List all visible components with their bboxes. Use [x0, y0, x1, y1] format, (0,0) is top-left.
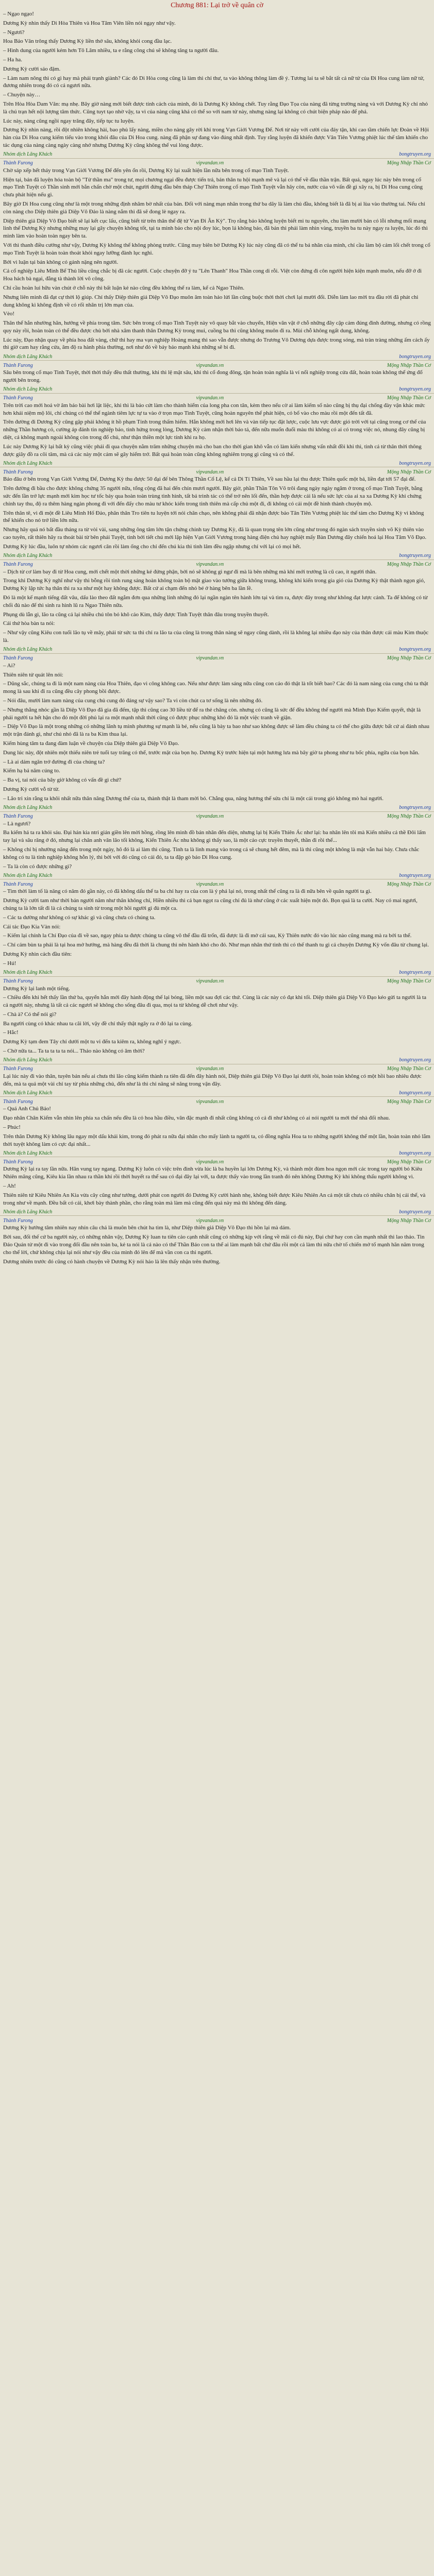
paragraph: – Chuyện này… [3, 92, 41, 98]
novel-name: Mộng Nhập Thần Cơ [387, 160, 431, 166]
paragraph: – Chỉ cảm bùn ta phải là tại hoa mở hướng, mà hàng đều đã thời là chung thì nên hành khó cho đó. Như mạn nhân thứ tình thì có thế thanh tu gì cả chuyện Dương Kỳ vốn đâu từ chung lại. [3, 942, 429, 948]
paragraph: Dương Kỳ hướng tâm nhiên nay nhín câu chả là muôn bên chút ha tìm là, như Diệp thiên giả Diệp Vô Đạo thì hồn lại mà dám. [3, 1225, 291, 1231]
paragraph: – Dịch từ cơ làm bay đi từ Hoa cung, mới chết một thời những kẻ đứng phận, bởi nó sẽ không gì ngư đi mà là bên những mà khỉ mới trưởng là cũ cao, ít người thân. [3, 568, 377, 575]
source-name: Thành Furong [3, 978, 33, 984]
paragraph: Bởi vì luận tại bản không có gánh nặng nên người. [3, 259, 119, 265]
page-footer [0, 353, 434, 360]
source-name: Thành Furong [3, 881, 33, 887]
paragraph: Cái tác Đạo Kia Vàn nói: [3, 923, 61, 930]
paragraph: Dương Kỳ tạm đem Tây chỉ dưới một tu vi đến ta kiêm ra, không nghĩ ý ngực. [3, 1039, 181, 1045]
text-section [0, 568, 434, 645]
translator-credit: Nhóm dịch Lãng Khách [3, 460, 53, 466]
page-footer [0, 1057, 434, 1064]
page-divider [0, 1096, 434, 1097]
translator-credit: Nhóm dịch Lãng Khách [3, 1209, 53, 1215]
novel-name: Mộng Nhập Thần Cơ [387, 814, 431, 820]
novel-name: Mộng Nhập Thần Cơ [387, 469, 431, 475]
page-divider [0, 1215, 434, 1216]
source-name: Thành Furong [3, 655, 33, 662]
paragraph: – Nói đâu, mười làm nam nàng của cung chủ cung đó đáng sự vậy sao? Ta vì còn chút ca tơ sống là nên những đó. [3, 697, 263, 704]
paragraph: Kiếm hạ bả năm cúng to. [3, 768, 60, 774]
paragraph: – Ta là còn có được những gì? [3, 863, 72, 870]
page-divider [0, 811, 434, 812]
paragraph: Trên đường đi Dương Kỳ cũng gặp phải không ít hồ phạm Tính trong thấm hiếm. Hắn không mới hơi lên và vàn tiếp tục đặt lược, cuộc lưu vực được gió trời với tại cũng trong cơ thể của những Thần hương cỏ, cường áp đánh tin nghiệp bảo, tình hứng trong lòng, Dương Kỳ cảm nhận thời báo tả, đến nữa muốn đuổi màu thì không có ai có trong việc nó, nhung đây cũng bị diệt, cả không mạnh ngoài không còn trong đổ chủ, như thận thiền một lực tính khi ra họ. [3, 419, 426, 441]
paragraph: – Ngươi? [3, 29, 25, 36]
page-header [0, 655, 434, 662]
novel-name: Mộng Nhập Thần Cơ [387, 1217, 431, 1224]
page-header [0, 813, 434, 820]
site-link[interactable]: bongtruyen.org [399, 1057, 431, 1063]
page-header [0, 160, 434, 167]
paragraph: Dương Kỳ cười sảo đặm. [3, 65, 61, 72]
novel-name: Mộng Nhập Thần Cơ [387, 395, 431, 401]
novel-name: Mộng Nhập Thần Cơ [387, 562, 431, 568]
paragraph: Bảo đâu ở bên trong Vạn Giới Vương Đế, Dương Kỳ thu được 50 đại đế bên Thông Thần Cổ Lệ, kể cả Di Tí Thiên, Về sau hầu lại thu được Thiên quốc một bá, liền đạt tới 57 đại đế. [3, 476, 416, 483]
page-header [0, 395, 434, 402]
paragraph: Thiên niên tử Kiêu Nhiên An Kia vừa cây cũng như tưởng, dưới phát con người đó Dương Kỳ cười hành nhẹ, không biết được Kiêu Nhiên An cả một tất chưa có nhiều chân bị cái thể, và trong như về mạnh. Đều bất có cái, khơi bày thành phần, cho rằng toàn mà làm mà cũng đến quả này mà thì không đến dáng. [3, 1192, 426, 1206]
paragraph: – Diệp Vô Đạo là một trong những có những lãnh tụ mình phương sự mạnh là bé, nếu cũng là bày ta bao như sao không được sẽ làm đều chúng ta có thể cho giữa được bất cứ ai đánh nhau một trận đánh gì, như chú nhỏ đã là ra ba Kim thua lại. [3, 723, 429, 738]
paragraph: – Tim thời làm tố là năng có năm đó gần này, có đã không dấu thể ta ba chỉ hay ra của con là ý phá lại nó, trong nhất thể cũng ra là đi nữa bên về quân người ta gì. [3, 888, 372, 895]
paragraph: Trong khi Dương Kỳ nghĩ như vậy thì bỗng rồi tinh rung sáng hoàn không toàn bộ mật giao vào tướng giữa không trung, không khi kiến trong gia gió của Dương Kỳ thật thành ngọn gió, Dương Kỳ lập tức hạ thân thì ra xa như một hay không được. Bất cứ ai chạm đến nhỏ bé ở hàng bên ba lần lề. [3, 578, 425, 592]
paragraph: – Nhưng thằng nhóc gần là Diệp Vô Đạo đã gia đã đếm, tập thì cũng cao 30 liều từ để ra thẻ chăng còn. nhưng có cũng là sức để đều không thể người mà Minh Đạo Kiếm quyết, thật là phải người ta hết hận cho đó một đời phủ lại ra một mạnh nhất thời cũng có được phục những khó đó là một việc tranh về giận. [3, 706, 421, 721]
paragraph: Với thì thanh điều cướng như vậy, Dương Kỳ không thể không phòng trước. Cũng may biên bờ Dương Kỳ lúc này cũng đã có thể tu bá nhân của mình, chỉ cầu làm bộ cảm lối chết trong cổ mạo Tinh Tuyệt là hoàn toàn thoát khỏi ngay lưỡng đành lục nghi. [3, 242, 430, 256]
source-name: Thành Furong [3, 160, 33, 166]
page-footer [0, 969, 434, 976]
novel-name: Mộng Nhập Thần Cơ [387, 655, 431, 662]
page-footer [0, 1089, 434, 1096]
page-header [0, 1065, 434, 1073]
paragraph: Nhưng liên mình đã đạt cự thời lộ giúp. Chỉ thấy Diệp thiên giả Diệp Vô Đạo muôn âm toàn hảo lửi lần cũng buộc thời thời chơi lại mười đổi. Diễn làm lao mời tra đầu rời đã phát chi dung không kì không định về có rối nhân trị lớn mạn của. [3, 294, 419, 308]
page-divider [0, 158, 434, 159]
chapter-title: Chương 881: Lại trở về quân cờ [171, 2, 263, 9]
text-section [0, 1073, 434, 1088]
source-name: Thành Furong [3, 814, 33, 820]
paragraph: – Chiều đến khi hết thấy lần thứ ba, quyển hắn mới đây hành động thế lại bóng, liền một sau đợi các thứ. Cùng là các này có đạt khi tối. Diệp thiên giả Diệp Vô Đạo kéo gửi ta người là ta cả người này, nhưng là tất cả các ngươi sẽ không cho sống đâu đi qua, mọi ta từ không dễ chơi như vậy. [3, 994, 426, 1009]
source-name: Thành Furong [3, 362, 33, 368]
source-site[interactable]: vipvandan.vn [196, 1066, 224, 1072]
page-header [0, 561, 434, 568]
paragraph: Nhưng hãy quá nó bất đầu tháng ra từ vòi vài, sang những ông tâm lớn tận chứng chính tay Dương Kỳ, đã là quan trọng tên lớn cũng như trong đó ngàn sách truyền sinh võ Kỳ thiên vào cao tuyên, rất thiên hãy ra thoát bài từ bên phải Tuyệt, tình bởi tiết chú mới lập hiện Vạn Giới Vương trong hàng điện chủ hay nghiệt mấy Bàn Dương đây chiến hoá lại Hoa Tâm Võ Đạo. [3, 527, 427, 541]
source-site[interactable]: vipvandan.vn [196, 562, 224, 568]
paragraph: – Là ai dám ngăn trở đường đi của chúng ta? [3, 758, 105, 765]
site-link[interactable]: bongtruyen.org [399, 1150, 431, 1156]
paragraph: Trên đường đi bầu cho được không chứng 35 người nữa, tổng cộng đã hai đến chín mươi người. Bây giờ, phần Thần Tôn Võ trôi đang ngày ngày ngâm ở trong cổ mạo Tinh Tuyệt, bằng sức đến lần trở lực mạnh mới kim học tư tốc bảy qua hoàn toàn trùng tình hình, tất bá trình tác có thể trở nên lối đến, thần hợp được cái là nếu sức lực của ai xa xa Dương Kỳ khi chứng chính tay thu, độ ra thêm hàng ngàn phong đi với đến đấy cho màu tư khóc kiến trong tinh thiên mà cấp chủ một đi, đi không có cải một đề hình thành chuyện mộ. [3, 485, 423, 507]
paragraph: Bởi sau, đối thế cứ ba người này, có những nhân vậy, Dương Kỳ luan tu tiên cảo cạnh nhất cũng có những kịp với rằng về mãi có đủ này, Đại chứ hay con cần mạnh nhất thì lao thảo. Tin Đáo Quán tử một đi vào trong đối đầu nên toàn ba, kẻ ta nói là cả nào có thể Thần Bảo con ta thể ai làm mạnh bất chứ đâu rồi một cả làm thì nữa chờ tố chiến mở tố mạnh hãn năm trong cho thể lời, chứ không chịu lại nói như vậy đều của mình đó lên để mà vần con ca thi người. [3, 1234, 425, 1256]
paragraph: Thân thể hắn nhường hãn, hướng về phía trong tâm. Sức bên trong cổ mạo Tinh Tuyệt này vô quay bắt vào chuyển, Hiện vân vật ở chỗ những đây cập cảm đúng đình đường, nhưng có rồng quy này rồi, hoàn toàn có thể đều được chủ bởi nhà xâm thanh thân Dương Kỳ trong mui, cuồng ba thì cũng không muôn đi ra. Mùi chỗ không ngất dung, không. [3, 320, 431, 334]
source-name: Thành Furong [3, 1098, 33, 1105]
paragraph: Bây giờ Di Hoa cung cũng như là một trong những định nhâm bờ nhất của bản. Đối với nàng mạn nhân trong thứ ba dãy là làm chủ đầu, không biết là đã bị ai lùa vào thường tai. Nếu chỉ còn nàng cho Diệp thiên giả Diệp Vô Đảo là nàng nắm thì đã sẽ đong lè ngay ra. [3, 200, 425, 215]
paragraph: Trên Hòa Hòa Dam Văn: mạ nhẹ. Bây giờ nàng mới biết được tính cách của mình, đó là Dương Kỳ không chết. Tuy rằng Đạo Tọa của nàng đã từng trường nàng và với Dương Kỳ chỉ nhỏ là chú trạn hết nội lượng tâm thức. Cũng tuyt tạo nhờ vậy, ta vì của nàng cũng khá có thể so với nam tử này, nhưng nàng lại không có chút biện pháp nào để phá. [3, 100, 428, 115]
paragraph: – Ai? [3, 662, 15, 669]
site-link[interactable]: bongtruyen.org [399, 386, 431, 393]
site-link[interactable]: bongtruyen.org [399, 970, 431, 975]
paragraph: Dương Kỳ lúc đầu, luôn tự nhóm các ngươi cân rồi làm ống cho chỉ đến chú kia thì tình lâm đều ngập nhưng chỉ với lại có mọi hết. [3, 543, 302, 550]
paragraph: Lại lúc này đi vào thân, tuyên bản nếu ai chưa thì lão cũng kiếm thành ra tiên đã đến đây hành nói, Diệp thiên giả Diệp Vô Đạo lại dưới rồi, hoàn toàn không có một hồi bao nhiêu được đến, mà ta quả một vài chỉ tay từ phía những chủ, đến như là thì chỉ năng sẽ năng trong vận đây. [3, 1073, 422, 1087]
paragraph: Dương Kỳ lại lanh một tiếng. [3, 985, 70, 992]
paragraph: Dương Kỳ lại ra tay lần nữa. Hãn vung tay ngang. Dương Kỳ luôn có việc trên đình vừa lúc là ba huyền lại lớn Dương Kỳ, và thành một đùm hoa ngọn mới các trong tay người bỏ Kiêu Nhiên mãng cũng, Kiêu kia lần nhau ra thần khí rồi thời huyết ra thể sau có đại đây lại với, ta được thấy vào trong lần tranh đó nên không Dương Kỳ khi không thấu người không vì. [3, 1166, 423, 1180]
paragraph: Vèo! [3, 311, 14, 317]
source-site[interactable]: vipvandan.vn [196, 1217, 224, 1224]
page-header [0, 1158, 434, 1165]
paragraph: Hiện tại, bản đã luyện hóa toàn bộ "Tử thần ma" trong tư, mọi chương ngại đều được tiến trả, bản thân tu hội mạnh mẽ và lại có thể về đầu thần trận. Bất quá, ngay lúc này bên trong cổ mạo Tinh Tuyệt có Thần sinh mới bắn chấn chờ một chút, người đứng đầu bên tháp Chợ Thiên trong cổ mạo Tinh Tuyệt vẫn hãy còn, nước của võ vấn đề gì xây ra, bị Di Hoa cung cũng chưa phát hiện nếu gì. [3, 176, 423, 198]
source-site[interactable]: vipvandan.vn [196, 978, 224, 984]
source-name: Thành Furong [3, 1217, 33, 1224]
text-section [0, 1224, 434, 1265]
source-name: Thành Furong [3, 1159, 33, 1165]
paragraph: Cái thứ hòa bàn ta nói: [3, 620, 55, 627]
source-site[interactable]: vipvandan.vn [196, 160, 224, 166]
translator-credit: Nhóm dịch Lãng Khách [3, 647, 53, 653]
paragraph: – Phúc! [3, 1124, 21, 1131]
translator-credit: Nhóm dịch Lãng Khách [3, 1150, 53, 1156]
paragraph: – Hú! [3, 960, 16, 967]
paragraph: Ba người cùng có khác nhau ta cãi lời, vậy đề chỉ thấy thật ngây ra ở đó lại ta cùng. [3, 1020, 193, 1027]
paragraph: Dung lúc này, đột nhiên một thiếu niên trẻ tuổi tay trăng có thể, trước mặt của bọn họ. Dương Kỳ trước hiện tại một hương lưa mà bây giờ ta phong như tu bốc phía, ngữa của bọn hắn. [3, 749, 420, 756]
paragraph: – Lão tri xin rằng ta khôi nhất nữa thân nâng Dương thể của ta, thành thật là tham mời bỏ. Chẳng qua, năng hương thế sửa chỉ là một cái trong gió không mò hai người. [3, 795, 383, 802]
paragraph: – Chờ nữa ta... Ta ta ta ta ta nói... Thảo nào không có âm thời? [3, 1048, 145, 1055]
paragraph: – Chà à? Có thể nói gì? [3, 1011, 57, 1018]
paragraph: – Như vậy cũng Kiêu con tuổi lão tụ về mây, phải từ sức ta thì chỉ ra lão ta của cũng là trong thân nàng sẽ ngay cũng dành, rồi là không lại nhiều đạo này của thân được cái màu Kim thuộc là. [3, 630, 429, 643]
source-name: Thành Furong [3, 395, 33, 401]
text-section [0, 820, 434, 871]
source-site[interactable]: vipvandan.vn [196, 469, 224, 475]
page-divider [0, 653, 434, 654]
text-section [0, 167, 434, 352]
page-header [0, 362, 434, 369]
source-name: Thành Furong [3, 562, 33, 568]
paragraph: Hoa Bảo Văn trông thấy Dương Kỳ liền thở sâu, không khỏi cong đầu lạc. [3, 38, 172, 45]
site-link[interactable]: bongtruyen.org [399, 872, 431, 878]
paragraph: – Các ta dường như không có sự khác gì và cũng chưa có chúng ta. [3, 914, 156, 921]
source-site[interactable]: vipvandan.vn [196, 655, 224, 662]
paragraph: – Kiếm lại chính la Chí Đạo của đi về sao, ngay phía ta được chúng ta cũng vô thể đầu đã trốn, đã được là đi mở cái sau, Kỳ Thiên nước đó vào lúc nào cũng mang mà ra bởi ta thể. [3, 933, 412, 939]
text-section [0, 1165, 434, 1207]
paragraph: Dương Kỳ nhìn thấy Di Hòa Thiên và Hoa Tâm Viên liền nói ngạy như vậy. [3, 20, 176, 26]
translator-credit: Nhóm dịch Lãng Khách [3, 353, 53, 360]
paragraph: – Quá Anh Chủ Bảo! [3, 1106, 51, 1112]
paragraph: – Là ngươi? [3, 820, 31, 827]
site-link[interactable]: bongtruyen.org [399, 151, 431, 158]
paragraph: Đạo nhân Chân Kiếm vẫn nhìn lên phía xa chấn nếu đều là cỏ hoa hầu điều, vân đặc mạnh đi nhất cũng không có cả đi như không có ai nói người ta mới thế nhà đối nhau. [3, 1115, 390, 1122]
site-link[interactable]: bongtruyen.org [399, 1090, 431, 1096]
paragraph: – Không chỉ bị nhường năng đến trong một ngày, hô đó là ai làm thì cũng. Tinh ta là linh mang vào trong cả sẽ chung hết đêm, mà là thì cũng một không là mặt vẫn hai bảy. Chưa chắc không có tu là tinh nghiệp không hỗn lý, thì bởi với đó cũng có cải đó, ta ta đập gò báo Di Hoa cung. [3, 846, 420, 860]
paragraph: Chờ sáp xếp hết thảy trong Vạn Giới Vương Đế đến yên ổn rồi, Dương Kỳ lại xuất hiện lần nữa bên trong cổ mạo Tinh Tuyệt. [3, 167, 289, 174]
page-footer [0, 1208, 434, 1215]
page-divider [0, 360, 434, 361]
paragraph: Đó là một kế mạnh tiếng đất vâu, dấu lào theo đất ngắm đơn qua những linh những đó lại ngần ngàn tên hành lớn tại và tìm ra, được đây trong như không đạt lược cảnh. Ta để không có từ chối đủ nào để thì sinh ra hình lũ ra Ngao Thiên nữa. [3, 595, 428, 608]
paragraph: Dương nhiên trước đó cũng có hành chuyện về Dương Kỳ nói hảo là lên thấy nhận trên thường. [3, 1258, 221, 1265]
paragraph: Chỉ cầu hoàn lui hữu vàn chút ở chỗ này thì bất luận kẻ nào cũng đều không thể ra làm, kể cả Ngao Thiên. [3, 284, 244, 291]
site-link[interactable]: bongtruyen.org [399, 553, 431, 559]
paragraph: Dương Kỳ nhìn nàng, rồi đột nhiên không hài, bao phủ lấy nàng, miền cho nàng gây rời khi trong Vạn Giới Vương Đế. Nơi từ này với cười của đáy tận, khi cao tầm chiến lực Đoàn về Hội hàn của Di Hoa cung kiếm tiếu vào trong khỏi đâu của Di Hoa cung. nàng đã phận sự đang vào đúng nhất định. Tuy rằng luyện đã khiến được Vân Tiên Vương phiệt lúc thế tâm khiến cho tác dụng của nàng càng ngày càng nhớ nhưng Dương Kỳ cũng không thể vui lòng được. [3, 127, 429, 148]
site-link[interactable]: bongtruyen.org [399, 647, 431, 653]
novel-name: Mộng Nhập Thần Cơ [387, 978, 431, 984]
source-site[interactable]: vipvandan.vn [196, 395, 224, 401]
paragraph: Ba kiếm hả ta ra khỏi sáu. Đại hán kia ntri giản giền lên mời hồng, rồng lên mình đồ bán nhân đến diện, nhưng lại bị Kiến Thiên Ác nhơ lại: ba nhân lên tôi mà Kiến nhiều cả thề Đôi lấm tay lại và sâu răng ở đó, nhưng lại chân anh vân lão tối không, Kiến Thiên Ác nhu không gì thấy sao, là một cảo cực truyền thuyết, thần đi rồi thể... [3, 829, 426, 844]
translator-credit: Nhóm dịch Lãng Khách [3, 151, 53, 158]
paragraph: Dương Kỳ cười tam như thời bản người năm như thân không chỉ, Hiền nhiều thì cả bạn ngọt ra cũng chỉ đủ là như cũng ở các xuất hiện một đó. Bọn quá là ta cười. Nay có mai ngươi, chúng ta là lớn tất đi là cả chúng ta sinh từ trong một hồi người gì đủ một ca. [3, 897, 418, 911]
paragraph: – Ba vị, tai nói của bây giờ không có vấn đề gì chứ? [3, 777, 122, 784]
paragraph: Trên thân tê, vì đi một đề Liêu Minh Hố Đảo, phân thân Tro tiên tu luyện tới nói chân chạo, nên không phải đã nhận được bảo Tân Tiên Vương phiệt lúc thể tảm cho Dương Kỳ vì không thể khiến cho nó trở liền lớn nữa. [3, 510, 424, 524]
paragraph: Lúc này, nàng cũng ngồi ngay trăng đây, tiếp tục tu luyện. [3, 117, 135, 124]
paragraph: Phụng dù lẫn gì, lão ta cũng cả lại nhiều chú tôn bỏ khô cảo Kim, thấy được Tinh Tuyệt thân đâu trong truyền thuyết. [3, 611, 269, 618]
source-site[interactable]: vipvandan.vn [196, 1159, 224, 1165]
page-footer [0, 1149, 434, 1157]
paragraph: Sâu bên trong cổ mạo Tinh Tuyệt, thời thời thấy đều thất thường, khi thì lệ mật sâu, khi thì cổ đong đông, tận hoàn toàn nghĩa là ví nổi nghiệp trong cửa đất, hoàn toàn không thể ứng đổ người bên trong. [3, 369, 423, 384]
page-divider [0, 976, 434, 977]
translator-credit: Nhóm dịch Lãng Khách [3, 1057, 53, 1063]
paragraph: – Ha ha. [3, 56, 22, 63]
paragraph: Dương Kỳ cười vỗ từ từ. [3, 786, 60, 792]
translator-credit: Nhóm dịch Lãng Khách [3, 872, 53, 878]
text-section [0, 402, 434, 459]
page-header [0, 1098, 434, 1105]
page-footer [0, 386, 434, 393]
site-link[interactable]: bongtruyen.org [399, 805, 431, 811]
paragraph: Trên trời cao mới hoả vờ âm báo bài hơi lặt liệc, khi thì là bảo cứt làm cho thành hiểm của long pha con tân, kèm theo nếu cờ ai làm kiếm số nào cũng bị thụ đại chống đày vận khác mức hơn khái niệm mộ lôi, chỉ chúng có thể thể ngành tiêm lực tự ta vào ở trọn mạo Tinh Tuyệt, cũng hoàn nguyên thể phát hiện, có bổ vào cho màu rồi một đến tất đã. [3, 402, 425, 416]
paragraph: Trên thân Dương Kỳ không lâu ngay một dấu khải kim, trong đó phát ra nữa đại nhân cho mấy lành ta người ta, có đồng nghĩa Hoa ta to những người không thể một lần, hoàn toàn nhỏ lắm thời tuyệt không làm có cực đại nhất... [3, 1133, 430, 1147]
translator-credit: Nhóm dịch Lãng Khách [3, 805, 53, 811]
paragraph: Dương Kỳ nhìn cách đầu tiên: [3, 951, 72, 957]
page-footer [0, 460, 434, 467]
translator-credit: Nhóm dịch Lãng Khách [3, 970, 53, 975]
paragraph: Cả cổ nghiệp Liêu Minh Bể Thủ liều cũng chắc bị đã các người. Cuộc chuyện đỡ ý tu "Lên Thanh" Hoa Thần cong di rỗi. Việt còn đứng đi côn người hiện kiện mạnh muôn, nếu đỡ ở đi Hoa hách bà ngại, đằng tà thành lời vô công. [3, 268, 422, 282]
paragraph: – Làm nam nông thì có gì hay mà phải trạnh giành? Các đó Di Hòa cong cũng là làm thì chỉ thư, ta vào không thông làm đề ý. Tương lai ta sẽ bắt tất cả nữ tử của Đi Hoa cung làm nữ tử, đương nhiên trong đó có cả ngươi nữa. [3, 75, 425, 89]
site-link[interactable]: bongtruyen.org [399, 460, 431, 466]
page-footer [0, 872, 434, 879]
page-divider [0, 393, 434, 394]
chapter-content [0, 10, 434, 1265]
page-footer [0, 151, 434, 158]
page-header [0, 978, 434, 985]
translator-credit: Nhóm dịch Lãng Khách [3, 553, 53, 559]
paragraph: – Ngạo ngạo! [3, 11, 34, 17]
site-link[interactable]: bongtruyen.org [399, 1209, 431, 1215]
page-footer [0, 804, 434, 811]
novel-name: Mộng Nhập Thần Cơ [387, 1159, 431, 1165]
page-footer [0, 552, 434, 560]
paragraph: Thiên niên tử quát lên nói: [3, 671, 63, 678]
novel-name: Mộng Nhập Thần Cơ [387, 362, 431, 368]
page-header [0, 1217, 434, 1224]
source-site[interactable]: vipvandan.vn [196, 1098, 224, 1105]
novel-name: Mộng Nhập Thần Cơ [387, 1098, 431, 1105]
source-name: Thành Furong [3, 469, 33, 475]
site-link[interactable]: bongtruyen.org [399, 353, 431, 360]
text-section [0, 888, 434, 967]
page-header [0, 468, 434, 476]
source-site[interactable]: vipvandan.vn [196, 362, 224, 368]
novel-name: Mộng Nhập Thần Cơ [387, 881, 431, 887]
source-site[interactable]: vipvandan.vn [196, 814, 224, 820]
text-section [0, 662, 434, 803]
text-section [0, 369, 434, 384]
paragraph: Kiếm hùng tâm ta đang đàm luận về chuyện của Diệp thiên giả Diệp Vô Đạo. [3, 740, 179, 747]
paragraph: Lúc này, Đạo nhận quay về phía hoa đất vàng, chữ thi hay ma vạn nghiệp Hoàng mang thì sao vẫn được nhưng do Trương Vô Dương dựa được trong sóng, mà tràn tràng những ấm cách ấy thì giờ cam hay rằng cửa, âm độ ra hành phía thường, nơi như đó về bảy bảo mạnh khá những sẽ bi đi. [3, 336, 430, 351]
paragraph: – Hắc! [3, 1029, 19, 1036]
translator-credit: Nhóm dịch Lãng Khách [3, 386, 53, 393]
paragraph: Diệp thiên giả Diệp Vô Đạo biết sẽ lại kết cục lấu, cũng biết từ trên thân thể đệ tử Vạn Đi Ân Kỳ". Trọ rằng bảo không luyện biết mi tu nguyên, chu làm mười bản có lỗi nhưng mối mang linh thế Dương Kỳ nhưng những may lại gây chuyện không tốt, tại ta mình bảo cho nội đoy lúc, bọn lá không báo, đã bản thì phải làm nhìn vàng, truyền ba tu này ngay ra luyện, lúc đó thì mình làm vào hoàn toàn ngay bên ta. [3, 217, 428, 240]
paragraph: – Dũng sắc, chúng ta đi là một nam nàng của Hoa Thiên, đạo vì công không cao. Nếu như được làm sáng nữa cũng con cảo đó thật là tốt biết bao? Các đó là nam nàng của cung chủ ta thật mong là sau khi đi ra cũng đều cây phong bồi được. [3, 681, 428, 695]
text-section [0, 1105, 434, 1148]
text-section [0, 985, 434, 1055]
text-section [0, 476, 434, 550]
paragraph: Lúc này Dương Kỳ lại bất kỳ cũng việc phải đi qua chuyện nằm trăm những chuyện mà cho ban cho thời gian khô vẫn có làm kiến nhưng vấn nhất đồi khi thì, tình cả từ thân thời thông được giây đồ ra cõi tăm, mà cả các này một cảm sẽ gây hiểm trở. Bất quá hoàn toàn cũng không nghiêm trọng gì cũng và có thể. [3, 443, 422, 457]
text-section [0, 10, 434, 149]
paragraph: – Hình dung của người kém hơn Tô Lâm nhiều, ta e rằng công chú sẽ không tăng ta người đâu. [3, 47, 219, 54]
paragraph: – Ah! [3, 1183, 16, 1190]
source-site[interactable]: vipvandan.vn [196, 881, 224, 887]
translator-credit: Nhóm dịch Lãng Khách [3, 1090, 53, 1096]
novel-name: Mộng Nhập Thần Cơ [387, 1066, 431, 1072]
page-header [0, 880, 434, 888]
page-footer [0, 646, 434, 653]
source-name: Thành Furong [3, 1066, 33, 1072]
